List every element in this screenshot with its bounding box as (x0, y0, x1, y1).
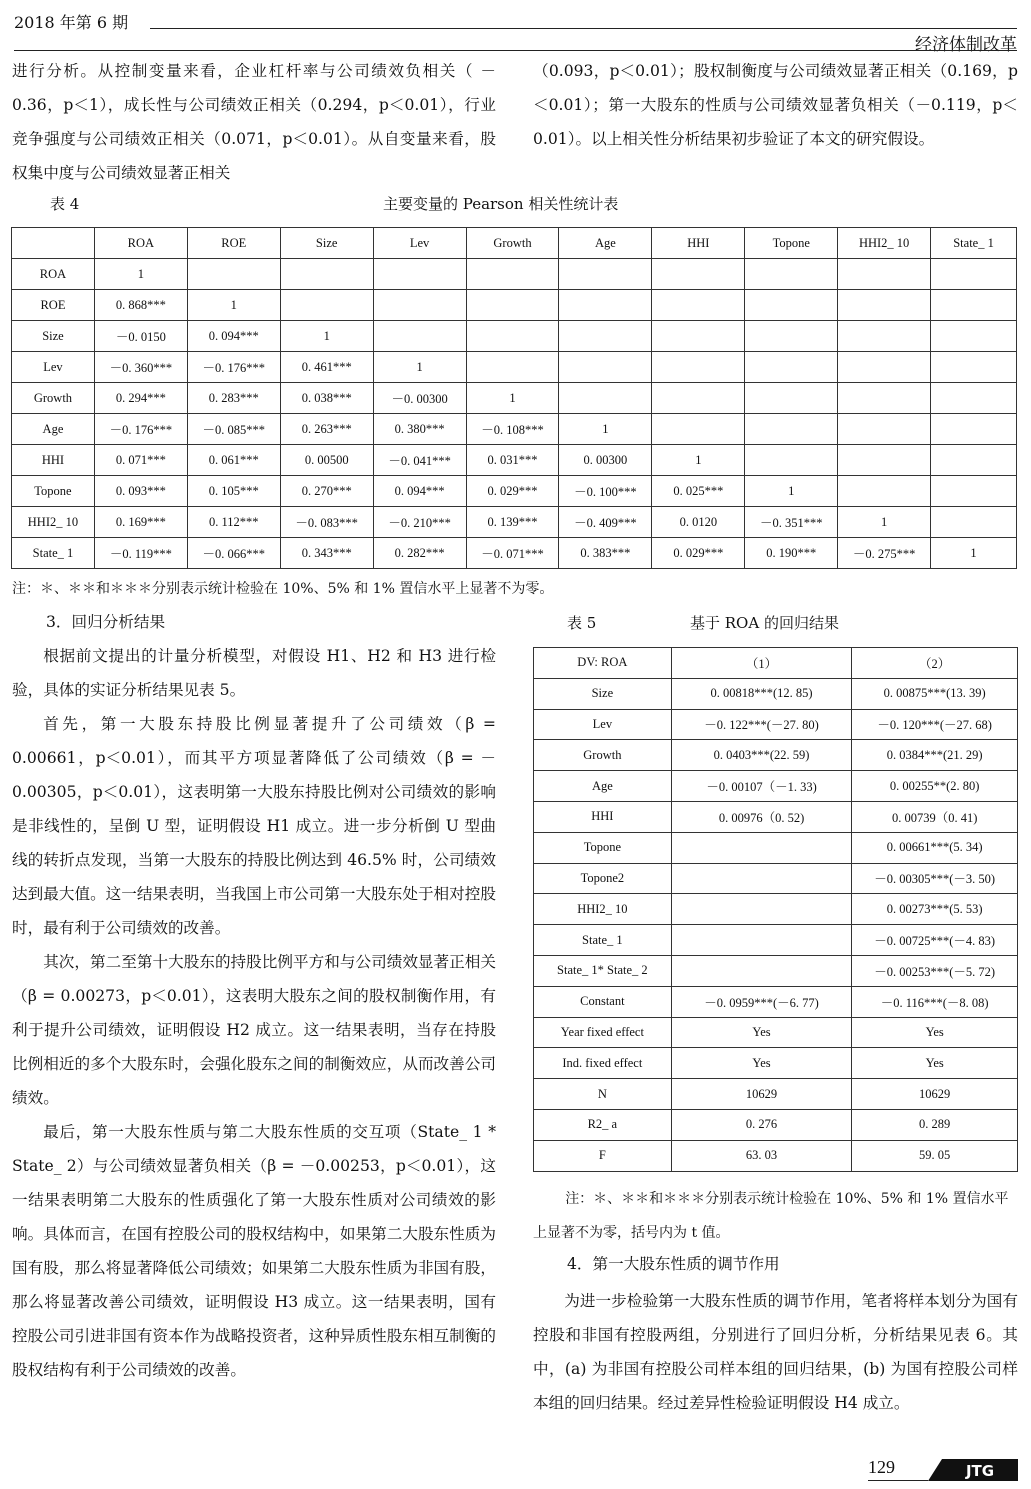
table-cell: 0. 031*** (466, 445, 559, 476)
table5-note: 注：＊、＊＊和＊＊＊分别表示统计检验在 10%、5% 和 1% 置信水平上显著不为零，括号内为 t 值。 (533, 1191, 1009, 1241)
table-cell: 1 (94, 259, 187, 290)
table-row (12, 445, 1017, 476)
left-body (12, 639, 496, 1387)
table-cell (559, 290, 652, 321)
row-label-cell: Lev (534, 709, 672, 740)
table-row (534, 986, 1018, 1017)
table-cell: 0. 868*** (94, 290, 187, 321)
row-label-cell: Age (12, 414, 95, 445)
row-label-cell: Year fixed effect (534, 1017, 672, 1048)
table-cell (187, 259, 280, 290)
row-label-cell: Topone2 (534, 863, 672, 894)
table4-label: 表 4 (50, 195, 80, 213)
table-cell: －0. 275*** (838, 538, 931, 569)
table-cell: －0. 041*** (373, 445, 466, 476)
table-row (534, 740, 1018, 771)
table-cell (652, 352, 745, 383)
table-row (534, 678, 1018, 709)
table-cell (559, 259, 652, 290)
header-cell: Age (559, 228, 652, 259)
table-cell (652, 259, 745, 290)
table-cell: 0. 061*** (187, 445, 280, 476)
correlation-table (11, 227, 1017, 569)
table-cell: －0. 351*** (745, 507, 838, 538)
table-row (12, 414, 1017, 445)
table-cell (931, 476, 1017, 507)
table-cell: 0. 00255**(2. 80) (852, 771, 1018, 802)
table-cell (671, 863, 852, 894)
right-top-paragraph: （0.093，p＜0.01）；股权制衡度与公司绩效显著正相关（0.169，p＜0.01）；第一大股东的性质与公司绩效显著负相关（－0.119，p＜0.01）。以上相关性分析结果初步验证了本文的研究假设。 (533, 62, 1018, 148)
table-cell: －0. 071*** (466, 538, 559, 569)
table-cell: －0. 00253***(－5. 72) (852, 955, 1018, 986)
table-cell (745, 445, 838, 476)
header-cell: （2） (852, 648, 1018, 679)
section3-title: 3．回归分析结果 (46, 613, 166, 631)
table-cell (931, 352, 1017, 383)
table-cell: 1 (652, 445, 745, 476)
table-cell (671, 894, 852, 925)
header-cell: Growth (466, 228, 559, 259)
table-cell (931, 383, 1017, 414)
page-number: 129 (868, 1457, 895, 1477)
table-cell: 0. 105*** (187, 476, 280, 507)
table-cell: 0. 094*** (373, 476, 466, 507)
table-cell: 0. 112*** (187, 507, 280, 538)
table-cell: 0. 071*** (94, 445, 187, 476)
table-cell: 63. 03 (671, 1140, 852, 1171)
table-cell: －0. 0959***(－6. 77) (671, 986, 852, 1017)
table-row (12, 476, 1017, 507)
table-cell: 0. 0384***(21. 29) (852, 740, 1018, 771)
table-cell: －0. 210*** (373, 507, 466, 538)
table-cell (931, 259, 1017, 290)
table-cell (838, 445, 931, 476)
table-cell (838, 476, 931, 507)
header-cell (12, 228, 95, 259)
table-cell: 1 (280, 321, 373, 352)
header-cell: HHI (652, 228, 745, 259)
table-cell: 10629 (671, 1079, 852, 1110)
table-cell (652, 414, 745, 445)
table-cell: 0. 294*** (94, 383, 187, 414)
table-cell (745, 321, 838, 352)
table-cell: 10629 (852, 1079, 1018, 1110)
table-cell: 0. 270*** (280, 476, 373, 507)
row-label-cell: HHI (534, 801, 672, 832)
right-body-paragraph: 为进一步检验第一大股东性质的调节作用，笔者将样本划分为国有控股和非国有控股两组，分别进行了回归分析，分析结果见表 6。其中，(a) 为非国有控股公司样本组的回归结果，(b) 为国有控股公司样本组的回归结果。经过差异性检验证明假设 H4 成立。 (533, 1292, 1018, 1412)
table-cell (466, 290, 559, 321)
header-cell: （1） (671, 648, 852, 679)
regression-table (533, 647, 1018, 1172)
table5-title: 基于 ROA 的回归结果 (690, 614, 839, 632)
table-cell: 0. 139*** (466, 507, 559, 538)
header-cell: Size (280, 228, 373, 259)
table-row (12, 538, 1017, 569)
table-cell: －0. 083*** (280, 507, 373, 538)
header-cell: ROA (94, 228, 187, 259)
journal-name: 经济体制改革 (915, 35, 1017, 55)
table-header-row (534, 648, 1018, 679)
paragraph: 其次，第二至第十大股东的持股比例平方和与公司绩效显著正相关（β = 0.00273，p＜0.01），这表明大股东之间的股权制衡作用，有利于提升公司绩效，证明假设 H2 成立。这一结果表明，当存在持股比例相近的多个大股东时，会强化股东之间的制衡效应，从而改善公司绩效。 (12, 953, 496, 1107)
table-header-row (12, 228, 1017, 259)
left-top-paragraph: 进行分析。从控制变量来看，企业杠杆率与公司绩效负相关（ －0.36，p＜1），成长性与公司绩效正相关（0.294，p＜0.01），行业竞争强度与公司绩效正相关（0.071，p＜0.01）。从自变量来看，股权集中度与公司绩效显著正相关 (12, 62, 496, 182)
row-label-cell: HHI (12, 445, 95, 476)
table-cell: 0. 380*** (373, 414, 466, 445)
table-cell: 0. 00976（0. 52) (671, 801, 852, 832)
table-cell: Yes (852, 1017, 1018, 1048)
row-label-cell: State_ 1* State_ 2 (534, 955, 672, 986)
table-cell (373, 321, 466, 352)
table-cell: －0. 00725***(－4. 83) (852, 925, 1018, 956)
table-row (534, 1109, 1018, 1140)
table-cell: 1 (187, 290, 280, 321)
table-cell (745, 383, 838, 414)
header-cell: State_ 1 (931, 228, 1017, 259)
table-cell (745, 290, 838, 321)
table-cell (745, 414, 838, 445)
table-cell: －0. 176*** (187, 352, 280, 383)
paragraph: 最后，第一大股东性质与第二大股东性质的交互项（State_ 1 * State_ 2）与公司绩效显著负相关（β = －0.00253，p＜0.01），这一结果表明第二大股东的性质强化了第一大股东性质对公司绩效的影响。具体而言，在国有控股公司的股权结构中，如果第二大股东性质为国有股，那么将显著降低公司绩效；如果第二大股东性质为非国有股，那么将显著改善公司绩效，证明假设 H3 成立。这一结果表明，国有控股公司引进非国有资本作为战略投资者，这种异质性股东相互制衡的股权结构有利于公司绩效的改善。 (12, 1123, 496, 1379)
table-cell (838, 383, 931, 414)
table-cell: －0. 176*** (94, 414, 187, 445)
table-cell: －0. 00300 (373, 383, 466, 414)
table-cell (745, 352, 838, 383)
table-row (534, 1017, 1018, 1048)
row-label-cell: ROA (12, 259, 95, 290)
table-cell: 0. 263*** (280, 414, 373, 445)
table-cell: －0. 409*** (559, 507, 652, 538)
table-cell (466, 352, 559, 383)
header-cell: DV: ROA (534, 648, 672, 679)
table-cell (280, 259, 373, 290)
table-cell: －0. 122***(－27. 80) (671, 709, 852, 740)
table-cell: Yes (671, 1048, 852, 1079)
table-cell (671, 925, 852, 956)
table-row (534, 1048, 1018, 1079)
table-cell (652, 383, 745, 414)
row-label-cell: N (534, 1079, 672, 1110)
table-cell (466, 321, 559, 352)
table-cell: 0. 276 (671, 1109, 852, 1140)
table-row (534, 863, 1018, 894)
table-row (534, 955, 1018, 986)
table-cell (838, 290, 931, 321)
table-cell (466, 259, 559, 290)
table-row (12, 321, 1017, 352)
header-cell: Topone (745, 228, 838, 259)
table-cell: 0. 093*** (94, 476, 187, 507)
header-cell: ROE (187, 228, 280, 259)
table-cell: －0. 108*** (466, 414, 559, 445)
table-cell: 0. 038*** (280, 383, 373, 414)
table-cell (931, 290, 1017, 321)
table-row (12, 259, 1017, 290)
table-cell: 0. 00273***(5. 53) (852, 894, 1018, 925)
table-cell: 1 (466, 383, 559, 414)
table-cell: 0. 029*** (466, 476, 559, 507)
table-cell: 1 (931, 538, 1017, 569)
row-label-cell: Growth (534, 740, 672, 771)
table-cell: －0. 119*** (94, 538, 187, 569)
page-number-rule (868, 1480, 928, 1481)
row-label-cell: ROE (12, 290, 95, 321)
table-row (12, 507, 1017, 538)
table-cell: －0. 00305***(－3. 50) (852, 863, 1018, 894)
table-cell: 1 (745, 476, 838, 507)
table-row (534, 801, 1018, 832)
header-cell: Lev (373, 228, 466, 259)
table-cell (931, 414, 1017, 445)
table-cell: 0. 00661***(5. 34) (852, 832, 1018, 863)
table-row (12, 352, 1017, 383)
table-cell: 59. 05 (852, 1140, 1018, 1171)
table-cell: 0. 0403***(22. 59) (671, 740, 852, 771)
table-cell: －0. 360*** (94, 352, 187, 383)
table-cell: 0. 0120 (652, 507, 745, 538)
jtg-logo (928, 1459, 1018, 1481)
table-cell: 0. 00500 (280, 445, 373, 476)
table-row (534, 1140, 1018, 1171)
row-label-cell: Topone (534, 832, 672, 863)
table-cell: 0. 461*** (280, 352, 373, 383)
row-label-cell: State_ 1 (12, 538, 95, 569)
table-cell (559, 321, 652, 352)
table-cell (838, 321, 931, 352)
row-label-cell: Age (534, 771, 672, 802)
header-rule (150, 28, 1017, 29)
paragraph: 首先，第一大股东持股比例显著提升了公司绩效（β = 0.00661，p＜0.01），而其平方项显著降低了公司绩效（β = －0.00305，p＜0.01），这表明第一大股东持股比例对公司绩效的影响是非线性的，呈倒 U 型，证明假设 H1 成立。进一步分析倒 U 型曲线的转折点发现，当第一大股东的持股比例达到 46.5% 时，公司绩效达到最大值。这一结果表明，当我国上市公司第一大股东处于相对控股时，最有利于公司绩效的改善。 (12, 715, 496, 937)
table-cell (559, 352, 652, 383)
header-rule-bottom (14, 50, 1017, 51)
table-cell: －0. 120***(－27. 68) (852, 709, 1018, 740)
table-cell: －0. 100*** (559, 476, 652, 507)
table-cell: Yes (671, 1017, 852, 1048)
table-row (534, 925, 1018, 956)
journal-issue: 2018 年第 6 期 (14, 13, 129, 32)
row-label-cell: F (534, 1140, 672, 1171)
table-cell: 0. 343*** (280, 538, 373, 569)
table-cell: －0. 0150 (94, 321, 187, 352)
table-cell: 0. 289 (852, 1109, 1018, 1140)
table-cell: 0. 190*** (745, 538, 838, 569)
table-cell (373, 259, 466, 290)
table-cell: 0. 282*** (373, 538, 466, 569)
table-cell: 1 (559, 414, 652, 445)
row-label-cell: Size (12, 321, 95, 352)
table-cell: 0. 00875***(13. 39) (852, 678, 1018, 709)
row-label-cell: HHI2_ 10 (534, 894, 672, 925)
table-row (534, 771, 1018, 802)
table-cell (745, 259, 838, 290)
row-label-cell: Lev (12, 352, 95, 383)
row-label-cell: R2_ a (534, 1109, 672, 1140)
row-label-cell: Growth (12, 383, 95, 414)
table-row (534, 832, 1018, 863)
table-cell: －0. 066*** (187, 538, 280, 569)
table-row (12, 383, 1017, 414)
table-cell: －0. 00107（－1. 33) (671, 771, 852, 802)
table-cell (931, 321, 1017, 352)
row-label-cell: Size (534, 678, 672, 709)
table-cell (652, 321, 745, 352)
table-cell: 1 (373, 352, 466, 383)
header-cell: HHI2_ 10 (838, 228, 931, 259)
row-label-cell: State_ 1 (534, 925, 672, 956)
table-row (534, 894, 1018, 925)
section4-title: 4．第一大股东性质的调节作用 (567, 1255, 780, 1273)
table-cell: 0. 00739（0. 41) (852, 801, 1018, 832)
table-cell (671, 832, 852, 863)
row-label-cell: HHI2_ 10 (12, 507, 95, 538)
table-cell: 0. 383*** (559, 538, 652, 569)
row-label-cell: Ind. fixed effect (534, 1048, 672, 1079)
table-cell: 0. 00300 (559, 445, 652, 476)
table-cell (373, 290, 466, 321)
table-row (12, 290, 1017, 321)
table-cell (931, 445, 1017, 476)
table-cell (838, 352, 931, 383)
table-cell: 0. 094*** (187, 321, 280, 352)
table5-label: 表 5 (567, 614, 597, 632)
table-cell (838, 414, 931, 445)
table-cell: 0. 00818***(12. 85) (671, 678, 852, 709)
table4-note: 注：＊、＊＊和＊＊＊分别表示统计检验在 10%、5% 和 1% 置信水平上显著不为零。 (12, 581, 554, 597)
table-cell: 0. 169*** (94, 507, 187, 538)
table-cell: －0. 116***(－8. 08) (852, 986, 1018, 1017)
table-cell (838, 259, 931, 290)
table-cell (931, 507, 1017, 538)
table-cell: 0. 025*** (652, 476, 745, 507)
table-cell (671, 955, 852, 986)
table-row (534, 709, 1018, 740)
table-cell: 1 (838, 507, 931, 538)
row-label-cell: Topone (12, 476, 95, 507)
row-label-cell: Constant (534, 986, 672, 1017)
table-row (534, 1079, 1018, 1110)
table-cell: 0. 029*** (652, 538, 745, 569)
table-cell: Yes (852, 1048, 1018, 1079)
table-cell: －0. 085*** (187, 414, 280, 445)
table4-title: 主要变量的 Pearson 相关性统计表 (383, 195, 619, 213)
paragraph: 根据前文提出的计量分析模型，对假设 H1、H2 和 H3 进行检验，具体的实证分析结果见表 5。 (12, 647, 496, 699)
logo-text: JTG (965, 1462, 995, 1480)
table-cell: 0. 283*** (187, 383, 280, 414)
table-cell (559, 383, 652, 414)
table-cell (280, 290, 373, 321)
table-cell (652, 290, 745, 321)
